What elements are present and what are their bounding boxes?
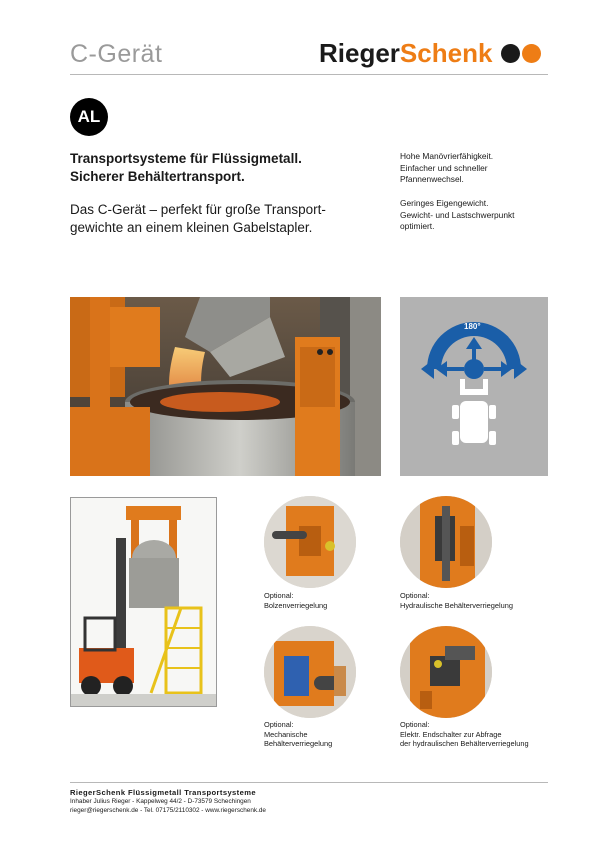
caption-line: Optional: (264, 720, 294, 729)
caption-line: Behälterverriegelung (264, 739, 333, 748)
feature-line: Hohe Manövrierfähigkeit. (400, 151, 494, 161)
caption-hydraulic-lock (400, 591, 513, 610)
feature-line: Geringes Eigengewicht. (400, 198, 489, 208)
footer-address: Inhaber Julius Rieger - Kappelweg 44/2 - D-73579 Schechingen (70, 798, 251, 805)
caption-bolt-lock (264, 591, 327, 610)
header-divider (70, 74, 548, 75)
photo-forklift (70, 497, 217, 707)
caption-line: Bolzenverriegelung (264, 600, 328, 610)
category-badge: AL (70, 98, 108, 136)
headline-line-1: Transportsysteme für Flüssigmetall. (70, 151, 302, 166)
feature-block-maneuverability (400, 151, 550, 186)
rotation-diagram (400, 297, 548, 476)
caption-limit-switch (400, 720, 529, 749)
option-photo-hydraulic-lock (400, 496, 492, 588)
option-photo-mechanical-lock (264, 626, 356, 718)
headline-line-2: Sicherer Behältertransport. (70, 169, 245, 184)
photo-pouring-ladle (70, 297, 381, 476)
feature-line: optimiert. (400, 221, 435, 231)
mechanical-lock-illustration (264, 626, 356, 718)
feature-block-weight (400, 198, 550, 233)
footer-contact: rieger@riegerschenk.de - Tel. 07175/2110302 - www.riegerschenk.de (70, 807, 266, 814)
footer-divider (70, 782, 548, 783)
intro-text (70, 201, 370, 237)
hydraulic-lock-illustration (400, 496, 492, 588)
caption-mechanical-lock (264, 720, 332, 749)
brand-dot-orange-icon (522, 44, 541, 63)
feature-line: Gewicht- und Lastschwerpunkt (400, 209, 515, 220)
limit-switch-illustration (400, 626, 492, 718)
caption-line: Mechanische (264, 729, 308, 739)
intro-line-2: gewichte an einem kleinen Gabelstapler. (70, 220, 313, 235)
headline (70, 150, 370, 186)
brand-name-schenk: Schenk (399, 38, 493, 68)
caption-line: Optional: (400, 720, 430, 729)
option-photo-bolt-lock (264, 496, 356, 588)
bolt-lock-illustration (264, 496, 356, 588)
brand-name-rieger: Rieger (319, 38, 400, 68)
caption-line: der hydraulischen Behälterverriegelung (400, 739, 529, 748)
feature-line: Einfacher und schneller (400, 162, 488, 173)
brand-dot-black-icon (501, 44, 520, 63)
intro-line-1: Das C-Gerät – perfekt für große Transport- (70, 202, 326, 217)
pouring-illustration (70, 297, 381, 476)
caption-line: Hydraulische Behälterverriegelung (400, 600, 513, 610)
option-photo-limit-switch (400, 626, 492, 718)
caption-line: Optional: (400, 591, 430, 600)
forklift-illustration (71, 498, 216, 706)
rotation-angle-label: 180° (464, 322, 481, 331)
caption-line: Optional: (264, 591, 294, 600)
brand-logo (319, 38, 492, 69)
caption-line: Elektr. Endschalter zur Abfrage (400, 729, 502, 739)
document-title: C-Gerät (70, 40, 163, 68)
footer-company: RiegerSchenk Flüssigmetall Transportsysteme (70, 788, 257, 797)
feature-line: Pfannenwechsel. (400, 174, 464, 184)
